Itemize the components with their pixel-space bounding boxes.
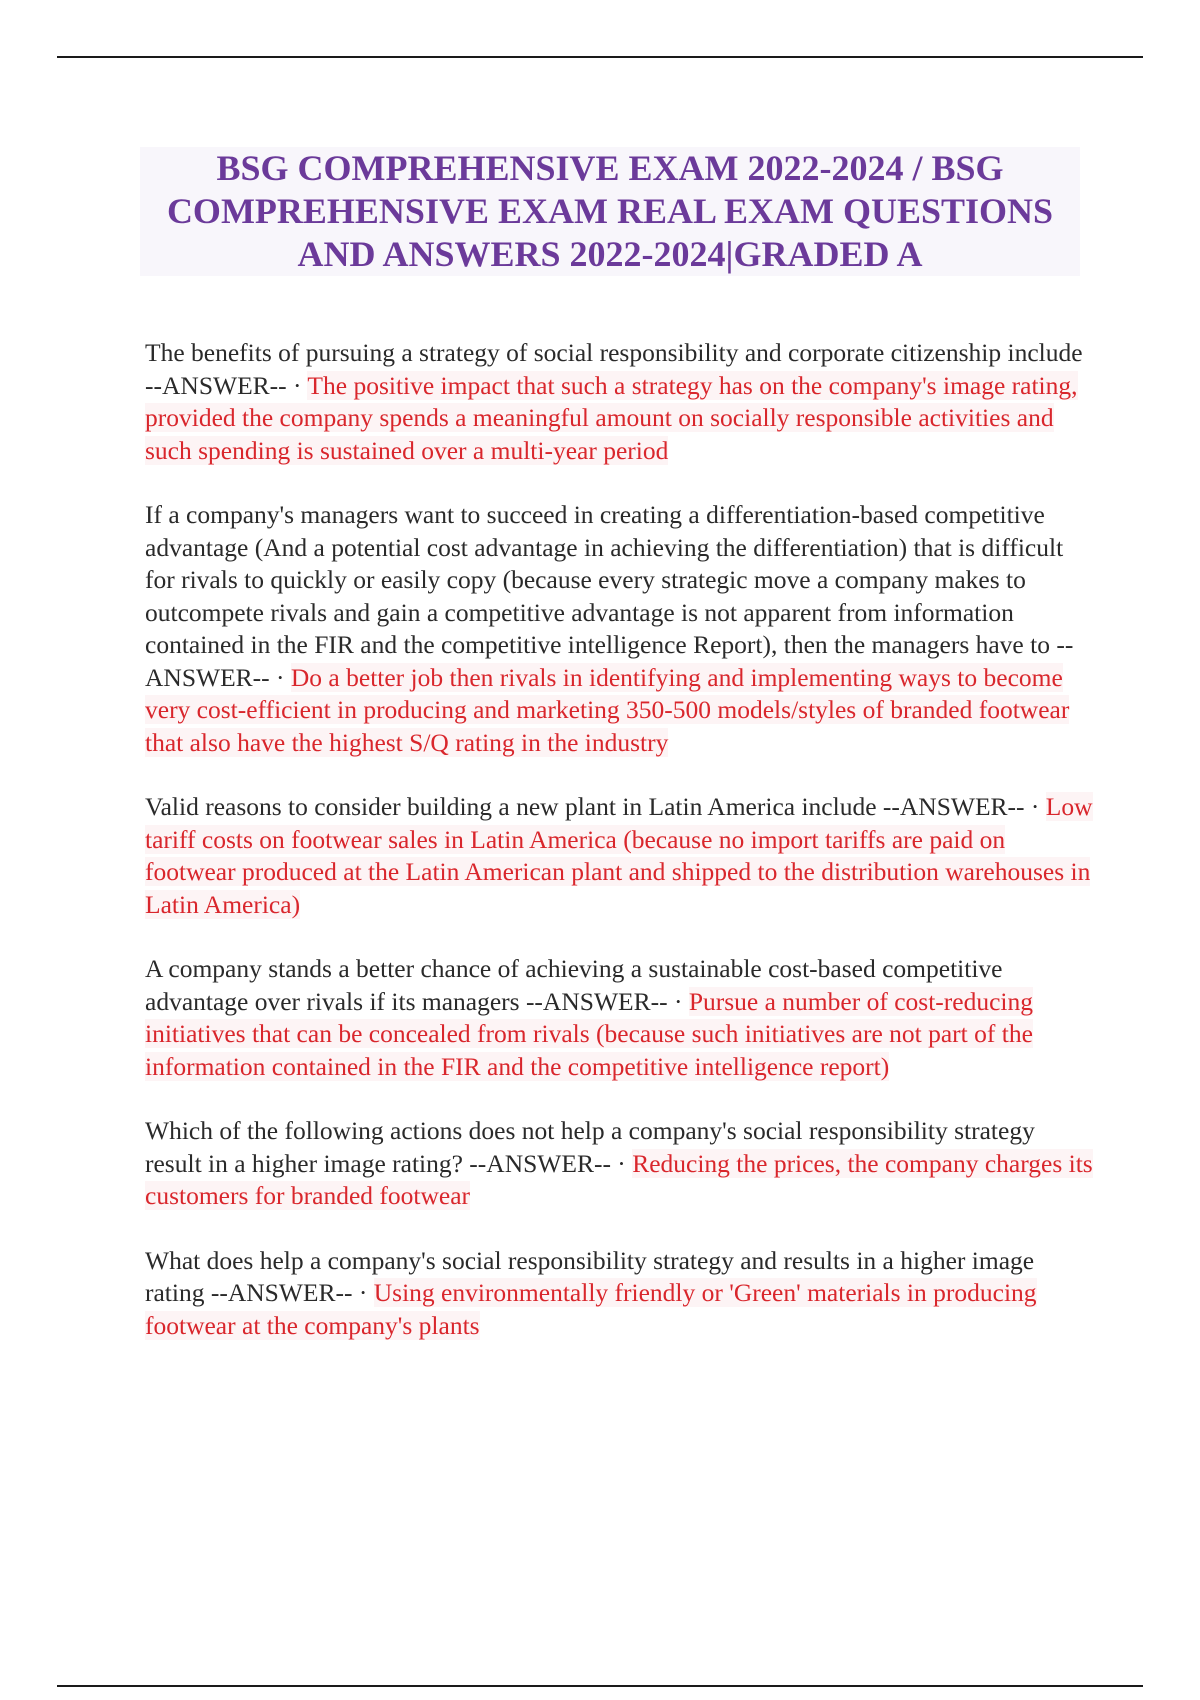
question-text: If a company's managers want to succeed in creating a differentiation-based competitive advantage (And a potential cost advantage in achieving the differentiation) that is difficult for rivals to quickly or easily copy (because every strategic move a company makes to outcompete rivals and gain a competitive advantage is not apparent from information contained in the FIR and the competitive intelligence Report), then the managers have to --ANSWER-- · <box>145 500 1074 692</box>
qa-item <box>145 1115 1095 1213</box>
answer-text: Using environmentally friendly or 'Green' materials in producing footwear at the company's plants <box>145 1278 1037 1340</box>
question-text: The benefits of pursuing a strategy of social responsibility and corporate citizenship include --ANSWER-- · <box>145 338 1083 400</box>
qa-item <box>145 1245 1095 1343</box>
answer-text: Reducing the prices, the company charges its customers for branded footwear <box>145 1148 1093 1210</box>
document-title: BSG COMPREHENSIVE EXAM 2022-2024 / BSG COMPREHENSIVE EXAM REAL EXAM QUESTIONS AND ANSWERS 2022-2024|GRADED A <box>140 147 1080 276</box>
answer-text: The positive impact that such a strategy has on the company's image rating, provided the company spends a meaningful amount on socially responsible activities and such spending is sustained over a multi-year period <box>145 370 1078 465</box>
qa-item <box>145 499 1095 759</box>
qa-item <box>145 337 1095 467</box>
answer-text: Do a better job then rivals in identifying and implementing ways to become very cost-efficient in producing and marketing 350-500 models/styles of branded footwear that also have the highest S/Q rating in the industry <box>145 662 1070 757</box>
answer-text: Low tariff costs on footwear sales in Latin America (because no import tariffs are paid on footwear produced at the Latin American plant and shipped to the distribution warehouses in Latin America) <box>145 792 1093 919</box>
top-divider <box>57 56 1143 58</box>
bottom-divider <box>57 1685 1143 1687</box>
question-text: Which of the following actions does not help a company's social responsibility strategy result in a higher image rating? --ANSWER-- · <box>145 1116 1035 1178</box>
question-text: Valid reasons to consider building a new plant in Latin America include --ANSWER-- · <box>145 792 1046 821</box>
qa-list <box>145 337 1095 1374</box>
qa-item <box>145 953 1095 1083</box>
question-text: What does help a company's social responsibility strategy and results in a higher image rating --ANSWER-- · <box>145 1245 1035 1307</box>
qa-item <box>145 791 1095 921</box>
question-text: A company stands a better chance of achieving a sustainable cost-based competitive advantage over rivals if its managers --ANSWER-- · <box>145 954 1003 1016</box>
answer-text: Pursue a number of cost-reducing initiatives that can be concealed from rivals (because such initiatives are not part of the information contained in the FIR and the competitive intelligence report) <box>145 986 1033 1081</box>
